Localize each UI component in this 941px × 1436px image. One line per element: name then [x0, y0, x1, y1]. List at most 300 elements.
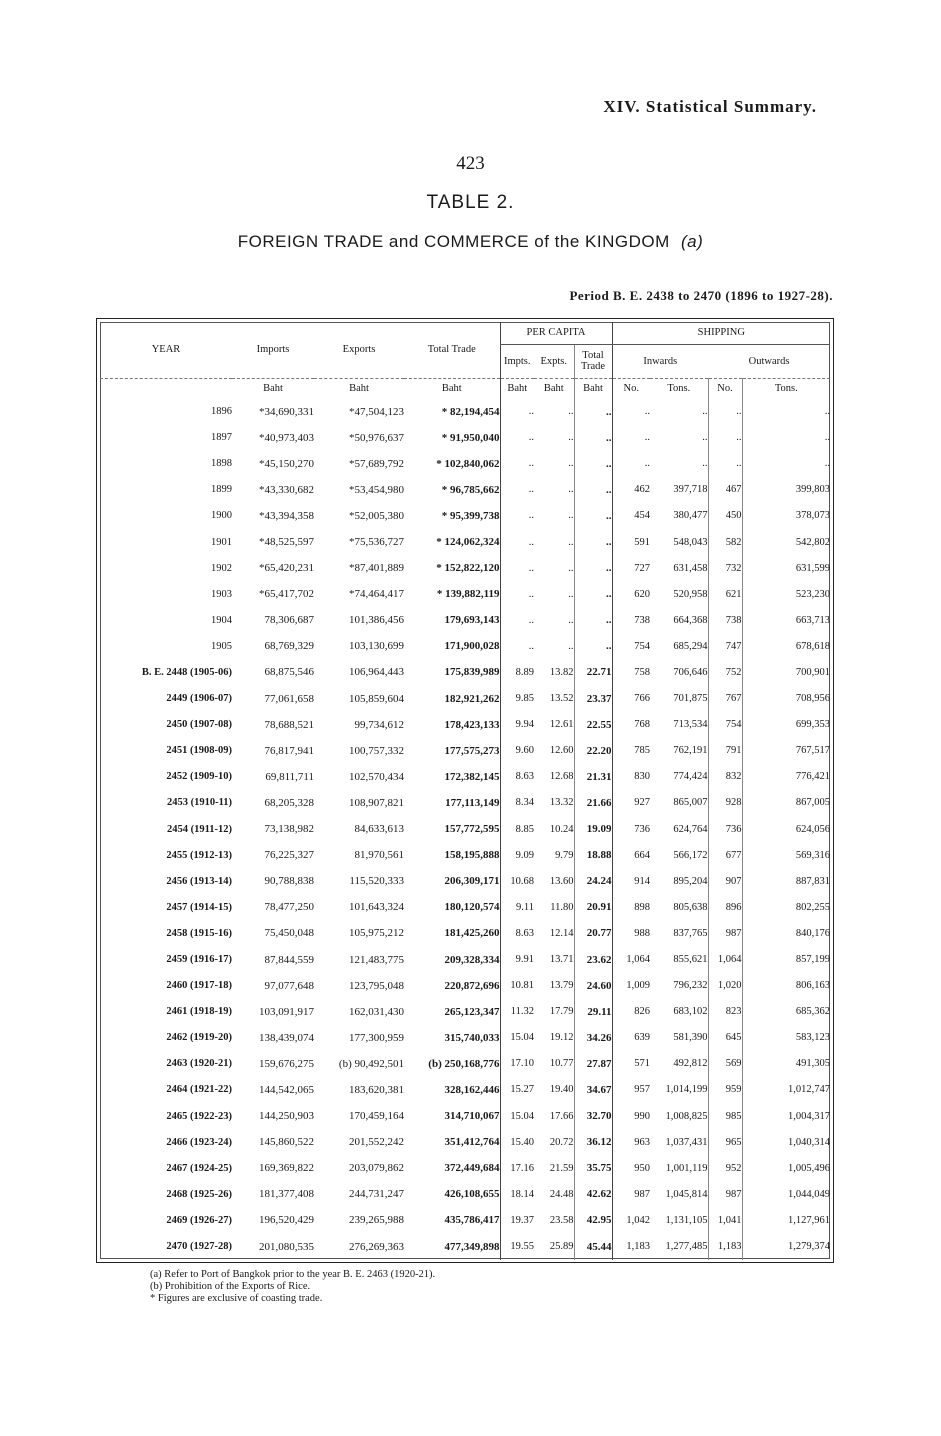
table-cell-out-tons: 1,004,317 — [742, 1103, 830, 1129]
table-cell-pc-total: 23.37 — [574, 686, 612, 712]
table-cell-in-no: 462 — [612, 477, 650, 503]
table-row — [100, 659, 830, 685]
table-cell-exports: (b) 90,492,501 — [338, 1057, 404, 1070]
table-cell-pc-imports: .. — [500, 581, 534, 607]
table-cell-exports: 105,859,604 — [349, 692, 404, 705]
table-cell-out-tons: 806,163 — [742, 973, 830, 999]
table-cell-in-tons: 631,458 — [673, 562, 708, 574]
table-cell-in-no: 591 — [612, 529, 650, 555]
table-cell-imports: 169,369,822 — [259, 1162, 314, 1175]
table-cell-out-tons: 802,255 — [742, 894, 830, 920]
table-title-text: FOREIGN TRADE and COMMERCE of the KINGDOM — [237, 232, 670, 251]
table-cell-exports: *74,464,417 — [349, 588, 404, 601]
table-cell-in-no: 950 — [612, 1155, 650, 1181]
table-cell-in-no: 927 — [612, 790, 650, 816]
table-cell-imports: 144,250,903 — [259, 1110, 314, 1123]
table-cell-out-tons: 887,831 — [742, 868, 830, 894]
table-cell-year: 1903 — [211, 588, 232, 600]
table-cell-in-tons: 624,764 — [673, 823, 708, 835]
table-cell-out-no: 832 — [708, 764, 742, 790]
table-row — [100, 1207, 830, 1233]
table-row — [100, 920, 830, 946]
table-cell-exports: 203,079,862 — [349, 1162, 404, 1175]
table-cell-out-tons: 624,056 — [742, 816, 830, 842]
table-cell-imports: *43,330,682 — [259, 483, 314, 496]
table-cell-pc-total: 22.20 — [574, 738, 612, 764]
table-cell-exports: *47,504,123 — [349, 405, 404, 418]
table-cell-pc-imports: 15.40 — [500, 1129, 534, 1155]
table-cell-pc-exports: 13.71 — [549, 954, 574, 966]
col-year: YEAR — [151, 344, 181, 356]
table-cell-in-no: 914 — [612, 868, 650, 894]
table-cell-exports: 162,031,430 — [349, 1005, 404, 1018]
table-cell-total: 220,872,696 — [444, 979, 500, 992]
table-cell-out-tons: 542,802 — [742, 529, 830, 555]
table-cell-pc-total: .. — [574, 425, 612, 451]
trade-table — [100, 322, 830, 1260]
table-cell-out-no: 959 — [708, 1077, 742, 1103]
table-cell-out-tons: 663,713 — [742, 607, 830, 633]
table-cell-pc-exports: 12.61 — [549, 719, 574, 731]
table-cell-imports: 145,860,522 — [259, 1136, 314, 1149]
table-cell-in-no: 758 — [612, 659, 650, 685]
table-cell-in-no: 768 — [612, 712, 650, 738]
table-cell-in-tons: .. — [702, 406, 708, 418]
table-cell-pc-imports: 8.34 — [500, 790, 534, 816]
table-row — [100, 503, 830, 529]
table-cell-in-no: 963 — [612, 1129, 650, 1155]
table-cell-out-tons: 1,012,747 — [742, 1077, 830, 1103]
table-cell-imports: *34,690,331 — [259, 405, 314, 418]
table-cell-year: 1899 — [211, 484, 232, 496]
table-cell-out-tons: .. — [742, 425, 830, 451]
table-cell-year: 2465 (1922-23) — [166, 1110, 232, 1122]
table-cell-year: 2455 (1912-13) — [166, 849, 232, 861]
table-cell-pc-exports: 13.32 — [549, 797, 574, 809]
table-cell-year: 2468 (1925-26) — [166, 1188, 232, 1200]
table-cell-exports: 177,300,959 — [349, 1031, 404, 1044]
table-cell-out-tons: 699,353 — [742, 712, 830, 738]
table-cell-pc-total: 35.75 — [574, 1155, 612, 1181]
table-cell-pc-total: 36.12 — [574, 1129, 612, 1155]
table-cell-in-tons: 774,424 — [673, 771, 708, 783]
table-cell-year: 2467 (1924-25) — [166, 1162, 232, 1174]
table-cell-pc-imports: 10.81 — [500, 973, 534, 999]
table-cell-year: 1896 — [211, 406, 232, 418]
table-cell-total: 206,309,171 — [444, 875, 500, 888]
table-cell-imports: *65,420,231 — [259, 562, 314, 575]
table-cell-in-no: 990 — [612, 1103, 650, 1129]
table-cell-in-tons: 397,718 — [673, 484, 708, 496]
table-cell-imports: 181,377,408 — [259, 1188, 314, 1201]
table-cell-pc-total: 20.91 — [574, 894, 612, 920]
table-row — [100, 451, 830, 477]
table-cell-in-no: 1,064 — [612, 946, 650, 972]
table-cell-imports: 144,542,065 — [259, 1083, 314, 1096]
table-cell-total: 328,162,446 — [444, 1083, 500, 1096]
col-outwards: Outwards — [748, 355, 790, 367]
unit-out-tons: Tons. — [742, 378, 830, 399]
table-cell-year: 1900 — [211, 510, 232, 522]
unit-pc-exports: Baht — [534, 378, 574, 399]
table-cell-pc-exports: 13.82 — [549, 666, 574, 678]
table-cell-pc-imports: 11.32 — [500, 999, 534, 1025]
table-cell-pc-total: .. — [574, 581, 612, 607]
table-cell-in-no: 766 — [612, 686, 650, 712]
unit-in-tons: Tons. — [650, 378, 708, 399]
table-cell-in-no: .. — [612, 425, 650, 451]
table-cell-total: 171,900,028 — [444, 640, 500, 653]
table-cell-in-tons: 581,390 — [673, 1032, 708, 1044]
table-cell-year: 2462 (1919-20) — [166, 1032, 232, 1044]
table-cell-out-tons: 857,199 — [742, 946, 830, 972]
table-cell-in-no: 620 — [612, 581, 650, 607]
table-cell-pc-total: 21.66 — [574, 790, 612, 816]
table-cell-in-tons: 762,191 — [673, 745, 708, 757]
table-cell-year: 2450 (1907-08) — [166, 719, 232, 731]
table-cell-pc-exports: .. — [568, 614, 574, 626]
table-cell-in-no: 830 — [612, 764, 650, 790]
table-cell-imports: *65,417,702 — [259, 588, 314, 601]
table-cell-pc-exports: 17.79 — [549, 1006, 574, 1018]
table-cell-out-no: .. — [708, 425, 742, 451]
table-cell-pc-exports: 20.72 — [549, 1136, 574, 1148]
table-cell-total: 178,423,133 — [444, 718, 500, 731]
table-cell-pc-exports: .. — [568, 432, 574, 444]
table-cell-pc-imports: .. — [500, 399, 534, 425]
table-cell-pc-exports: 13.79 — [549, 980, 574, 992]
table-cell-imports: *43,394,358 — [259, 509, 314, 522]
table-cell-total: 265,123,347 — [444, 1005, 500, 1018]
table-cell-pc-imports: 8.89 — [500, 659, 534, 685]
table-row — [100, 1025, 830, 1051]
table-cell-out-no: .. — [708, 399, 742, 425]
table-cell-in-tons: 706,646 — [673, 666, 708, 678]
table-cell-pc-total: .. — [574, 607, 612, 633]
table-cell-exports: 115,520,333 — [349, 875, 404, 888]
table-cell-in-tons: 796,232 — [673, 980, 708, 992]
col-pc-exports: Expts. — [540, 355, 568, 367]
table-cell-total: 426,108,655 — [444, 1188, 500, 1201]
table-cell-in-tons: 380,477 — [673, 510, 708, 522]
table-cell-out-tons: .. — [742, 451, 830, 477]
table-row — [100, 868, 830, 894]
table-cell-in-tons: 1,277,485 — [665, 1241, 708, 1253]
table-cell-out-no: 896 — [708, 894, 742, 920]
table-row — [100, 399, 830, 425]
table-row — [100, 477, 830, 503]
table-cell-total: 435,786,417 — [444, 1214, 500, 1227]
table-cell-in-tons: 865,007 — [673, 797, 708, 809]
table-cell-exports: 103,130,699 — [349, 640, 404, 653]
table-cell-total: 372,449,684 — [444, 1162, 500, 1175]
table-row — [100, 686, 830, 712]
table-cell-pc-exports: 11.80 — [550, 901, 574, 913]
table-cell-exports: 99,734,612 — [354, 718, 404, 731]
table-cell-in-no: 1,042 — [612, 1207, 650, 1233]
table-cell-exports: 276,269,363 — [349, 1240, 404, 1253]
table-cell-in-no: 454 — [612, 503, 650, 529]
table-cell-total: * 152,822,120 — [436, 562, 500, 575]
table-row — [100, 1234, 830, 1260]
table-cell-in-no: 988 — [612, 920, 650, 946]
table-number: TABLE 2. — [426, 192, 515, 213]
table-cell-exports: *87,401,889 — [349, 562, 404, 575]
col-total-trade: Total Trade — [427, 344, 476, 356]
table-cell-exports: 106,964,443 — [349, 666, 404, 679]
unit-pc-total: Baht — [574, 378, 612, 399]
table-cell-pc-total: 45.44 — [574, 1234, 612, 1260]
table-cell-out-no: 1,041 — [708, 1207, 742, 1233]
table-cell-exports: 101,386,456 — [349, 614, 404, 627]
table-cell-pc-imports: .. — [500, 607, 534, 633]
table-cell-pc-exports: 19.12 — [549, 1032, 574, 1044]
table-row — [100, 1051, 830, 1077]
table-cell-pc-imports: 10.68 — [500, 868, 534, 894]
table-cell-total: 181,425,260 — [444, 927, 500, 940]
table-cell-in-tons: 855,621 — [673, 954, 708, 966]
table-cell-out-tons: 1,044,049 — [742, 1181, 830, 1207]
table-cell-out-no: 569 — [708, 1051, 742, 1077]
table-cell-in-tons: 685,294 — [673, 640, 708, 652]
table-cell-total: 209,328,334 — [444, 953, 500, 966]
table-cell-out-tons: 708,956 — [742, 686, 830, 712]
table-cell-imports: 90,788,838 — [264, 875, 314, 888]
table-cell-in-no: 826 — [612, 999, 650, 1025]
table-cell-pc-imports: .. — [500, 633, 534, 659]
table-cell-pc-imports: 9.11 — [500, 894, 534, 920]
table-row — [100, 607, 830, 633]
table-cell-imports: 103,091,917 — [259, 1005, 314, 1018]
table-cell-year: 2457 (1914-15) — [166, 901, 232, 913]
table-cell-out-no: 1,183 — [708, 1234, 742, 1260]
table-cell-exports: 108,907,821 — [349, 796, 404, 809]
table-row — [100, 738, 830, 764]
table-cell-in-no: 639 — [612, 1025, 650, 1051]
footnotes — [150, 1269, 435, 1305]
unit-pc-imports: Baht — [500, 378, 534, 399]
table-cell-out-no: 987 — [708, 920, 742, 946]
table-cell-in-no: 1,009 — [612, 973, 650, 999]
table-cell-year: 1897 — [211, 432, 232, 444]
table-cell-year: 2463 (1920-21) — [166, 1058, 232, 1070]
table-cell-pc-exports: .. — [568, 458, 574, 470]
table-cell-pc-exports: 13.52 — [549, 693, 574, 705]
table-cell-pc-imports: .. — [500, 503, 534, 529]
table-cell-exports: 81,970,561 — [354, 849, 404, 862]
table-cell-pc-total: .. — [574, 477, 612, 503]
table-cell-pc-total: 19.09 — [574, 816, 612, 842]
table-row — [100, 1155, 830, 1181]
table-cell-pc-imports: 17.10 — [500, 1051, 534, 1077]
table-cell-pc-imports: 8.63 — [500, 920, 534, 946]
table-cell-pc-total: 18.88 — [574, 842, 612, 868]
table-cell-exports: 123,795,048 — [349, 979, 404, 992]
table-cell-pc-imports: 19.55 — [500, 1234, 534, 1260]
table-cell-in-tons: 1,037,431 — [665, 1136, 708, 1148]
table-cell-total: * 91,950,040 — [441, 431, 500, 444]
table-cell-out-no: 736 — [708, 816, 742, 842]
table-cell-in-no: 987 — [612, 1181, 650, 1207]
col-pc-total: Total Trade — [574, 344, 612, 378]
table-cell-year: 2453 (1910-11) — [166, 797, 232, 809]
table-cell-total: * 124,062,324 — [436, 536, 500, 549]
table-cell-pc-exports: 12.60 — [549, 745, 574, 757]
table-cell-out-tons: 700,901 — [742, 659, 830, 685]
table-cell-total: 315,740,033 — [444, 1031, 500, 1044]
table-cell-in-tons: 701,875 — [673, 693, 708, 705]
table-cell-total: 175,839,989 — [444, 666, 500, 679]
table-cell-pc-imports: .. — [500, 555, 534, 581]
table-cell-pc-imports: .. — [500, 529, 534, 555]
table-cell-total: 158,195,888 — [444, 849, 500, 862]
table-cell-exports: 100,757,332 — [349, 744, 404, 757]
page-number: 423 — [456, 153, 485, 174]
table-cell-pc-imports: 18.14 — [500, 1181, 534, 1207]
table-cell-out-tons: .. — [742, 399, 830, 425]
table-cell-year: 1902 — [211, 562, 232, 574]
table-cell-year: 1901 — [211, 536, 232, 548]
table-row — [100, 1103, 830, 1129]
table-cell-pc-exports: 12.68 — [549, 771, 574, 783]
table-cell-in-tons: 895,204 — [673, 875, 708, 887]
table-cell-out-no: 738 — [708, 607, 742, 633]
table-cell-imports: 87,844,559 — [264, 953, 314, 966]
table-row — [100, 790, 830, 816]
table-cell-exports: 239,265,988 — [349, 1214, 404, 1227]
table-cell-imports: 68,205,328 — [264, 796, 314, 809]
table-cell-out-tons: 1,005,496 — [742, 1155, 830, 1181]
table-cell-in-tons: .. — [702, 432, 708, 444]
table-row — [100, 1077, 830, 1103]
table-cell-pc-total: 22.71 — [574, 659, 612, 685]
table-cell-out-tons: 685,362 — [742, 999, 830, 1025]
table-cell-pc-exports: 10.77 — [549, 1058, 574, 1070]
table-cell-out-no: 965 — [708, 1129, 742, 1155]
table-cell-out-no: 928 — [708, 790, 742, 816]
table-cell-year: 2459 (1916-17) — [166, 954, 232, 966]
table-cell-year: 2452 (1909-10) — [166, 771, 232, 783]
table-cell-in-no: 957 — [612, 1077, 650, 1103]
table-cell-year: 1898 — [211, 458, 232, 470]
table-cell-out-tons: 378,073 — [742, 503, 830, 529]
table-cell-pc-total: 22.55 — [574, 712, 612, 738]
col-pc-imports: Impts. — [500, 344, 534, 378]
table-row — [100, 633, 830, 659]
table-cell-exports: 105,975,212 — [349, 927, 404, 940]
table-cell-exports: 183,620,381 — [349, 1083, 404, 1096]
table-cell-pc-imports: 9.60 — [500, 738, 534, 764]
table-cell-in-tons: 683,102 — [673, 1006, 708, 1018]
table-cell-year: 2461 (1918-19) — [166, 1006, 232, 1018]
table-cell-year: 2454 (1911-12) — [166, 823, 232, 835]
table-cell-pc-exports: .. — [568, 510, 574, 522]
table-cell-year: 1905 — [211, 640, 232, 652]
table-cell-pc-imports: 9.91 — [500, 946, 534, 972]
table-cell-pc-total: 27.87 — [574, 1051, 612, 1077]
table-cell-in-tons: 805,638 — [673, 901, 708, 913]
table-cell-out-no: 677 — [708, 842, 742, 868]
table-cell-in-tons: .. — [702, 458, 708, 470]
table-cell-out-tons: 569,316 — [742, 842, 830, 868]
table-cell-total: * 82,194,454 — [441, 405, 500, 418]
table-cell-exports: 121,483,775 — [349, 953, 404, 966]
table-cell-exports: 244,731,247 — [349, 1188, 404, 1201]
table-cell-pc-imports: 15.04 — [500, 1025, 534, 1051]
table-cell-pc-imports: .. — [500, 451, 534, 477]
table-cell-exports: *50,976,637 — [349, 431, 404, 444]
table-cell-pc-exports: .. — [568, 588, 574, 600]
table-cell-in-tons: 1,008,825 — [665, 1110, 708, 1122]
table-cell-out-no: 823 — [708, 999, 742, 1025]
table-cell-pc-total: 42.95 — [574, 1207, 612, 1233]
table-cell-out-tons: 1,127,961 — [742, 1207, 830, 1233]
table-cell-year: 2449 (1906-07) — [166, 693, 232, 705]
table-cell-in-no: 727 — [612, 555, 650, 581]
table-cell-year: 2460 (1917-18) — [166, 980, 232, 992]
table-cell-pc-exports: 10.24 — [549, 823, 574, 835]
chapter-heading: XIV. Statistical Summary. — [603, 97, 817, 116]
table-row — [100, 894, 830, 920]
table-row — [100, 712, 830, 738]
table-cell-out-tons: 867,005 — [742, 790, 830, 816]
table-cell-imports: 76,817,941 — [264, 744, 314, 757]
table-cell-imports: 73,138,982 — [264, 823, 314, 836]
table-cell-imports: 159,676,275 — [259, 1057, 314, 1070]
table-cell-in-no: 738 — [612, 607, 650, 633]
period-line: Period B. E. 2438 to 2470 (1896 to 1927-28). — [569, 288, 833, 303]
table-cell-out-no: 767 — [708, 686, 742, 712]
table-cell-pc-total: 23.62 — [574, 946, 612, 972]
table-cell-imports: *48,525,597 — [259, 536, 314, 549]
col-exports: Exports — [342, 344, 376, 356]
table-cell-pc-imports: 9.94 — [500, 712, 534, 738]
table-cell-total: 177,113,149 — [445, 796, 500, 809]
col-shipping: SHIPPING — [612, 322, 830, 344]
table-cell-total: 182,921,262 — [444, 692, 500, 705]
table-cell-pc-exports: .. — [568, 536, 574, 548]
table-cell-out-tons: 678,618 — [742, 633, 830, 659]
table-cell-exports: *53,454,980 — [349, 483, 404, 496]
table-cell-in-no: 898 — [612, 894, 650, 920]
table-cell-pc-exports: 13.60 — [549, 875, 574, 887]
footnote-star: * Figures are exclusive of coasting trade. — [150, 1293, 323, 1304]
table-cell-in-no: 785 — [612, 738, 650, 764]
table-cell-in-tons: 548,043 — [673, 536, 708, 548]
table-cell-imports: 68,875,546 — [264, 666, 314, 679]
table-cell-pc-total: 42.62 — [574, 1181, 612, 1207]
footnote-b: (b) Prohibition of the Exports of Rice. — [150, 1281, 311, 1292]
table-row — [100, 816, 830, 842]
units-row — [100, 378, 830, 399]
table-cell-exports: *75,536,727 — [349, 536, 404, 549]
table-cell-exports: 102,570,434 — [349, 770, 404, 783]
table-cell-year: 2456 (1913-14) — [166, 875, 232, 887]
table-cell-pc-total: .. — [574, 399, 612, 425]
table-cell-year: 2469 (1926-27) — [166, 1214, 232, 1226]
table-cell-out-no: 985 — [708, 1103, 742, 1129]
table-cell-out-no: 747 — [708, 633, 742, 659]
table-cell-out-no: 732 — [708, 555, 742, 581]
table-cell-out-tons: 840,176 — [742, 920, 830, 946]
table-cell-out-tons: 583,123 — [742, 1025, 830, 1051]
table-cell-pc-total: .. — [574, 529, 612, 555]
table-row — [100, 581, 830, 607]
table-cell-pc-total: .. — [574, 451, 612, 477]
table-cell-pc-exports: 24.48 — [549, 1188, 574, 1200]
table-cell-imports: *40,973,403 — [259, 431, 314, 444]
table-cell-pc-imports: 15.27 — [500, 1077, 534, 1103]
